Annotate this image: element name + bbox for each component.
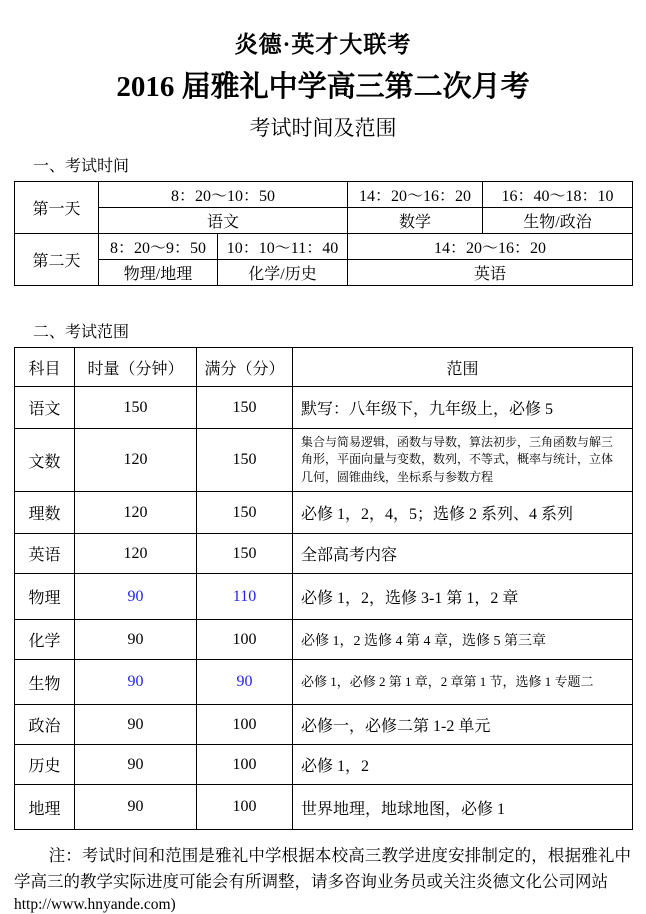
score-cell: 100: [197, 620, 293, 660]
subject-cell: 理数: [15, 492, 75, 534]
score-cell: 90: [197, 660, 293, 705]
score-cell: 110: [197, 574, 293, 620]
score-cell: 100: [197, 705, 293, 745]
scope-row-liberal-math: [15, 429, 633, 492]
minutes-cell: 90: [75, 660, 197, 705]
schedule-row-day1-subjects: [15, 208, 633, 234]
minutes-cell: 90: [75, 785, 197, 830]
minutes-cell: 90: [75, 745, 197, 785]
footnote-text: 注：考试时间和范围是雅礼中学根据本校高三教学进度安排制定的，根据雅礼中学高三的教学实际进度可能会有所调整，请多咨询业务员或关注炎德文化公司网站: [14, 846, 631, 891]
score-cell: 100: [197, 785, 293, 830]
subject-cell: 化学: [15, 620, 75, 660]
day1-label: 第一天: [15, 182, 99, 234]
range-cell: 必修 1，2，选修 3-1 第 1，2 章: [293, 574, 633, 620]
subject-cell: 文数: [15, 429, 75, 492]
schedule-row-day2-subjects: [15, 260, 633, 286]
day2-time-slot-3: 14：20～16：20: [348, 234, 633, 260]
scope-row-politics: [15, 705, 633, 745]
scope-header-subject: 科目: [15, 348, 75, 387]
minutes-cell: 120: [75, 534, 197, 574]
scope-row-biology: [15, 660, 633, 705]
subject-cell: 物理: [15, 574, 75, 620]
scope-row-history: [15, 745, 633, 785]
scope-header-range: 范围: [293, 348, 633, 387]
exam-subtitle: 考试时间及范围: [249, 116, 397, 140]
subject-cell: 政治: [15, 705, 75, 745]
day2-time-slot-1: 8：20～9：50: [99, 234, 218, 260]
scope-row-chinese: [15, 387, 633, 429]
subject-cell: 生物: [15, 660, 75, 705]
day1-subject-2: 数学: [348, 208, 483, 234]
day2-subject-3: 英语: [348, 260, 633, 286]
day1-time-slot-2: 14：20～16：20: [348, 182, 483, 208]
range-cell: 必修 1，2: [293, 745, 633, 785]
scope-row-science-math: [15, 492, 633, 534]
subject-cell: 语文: [15, 387, 75, 429]
minutes-cell: 90: [75, 620, 197, 660]
schedule-row-day1-times: [15, 182, 633, 208]
day1-subject-1: 语文: [99, 208, 348, 234]
section-exam-time-label: 一、考试时间: [33, 158, 130, 175]
brand-title: 炎德·英才大联考: [234, 32, 412, 57]
scope-row-english: [15, 534, 633, 574]
range-cell: 必修 1，必修 2 第 1 章，2 章第 1 节，选修 1 专题二: [293, 660, 633, 705]
scope-header-score: 满分（分）: [197, 348, 293, 387]
minutes-cell: 150: [75, 387, 197, 429]
score-cell: 150: [197, 429, 293, 492]
day2-time-slot-2: 10：10～11：40: [218, 234, 348, 260]
day1-time-slot-1: 8：20～10：50: [99, 182, 348, 208]
exam-scope-table: [14, 347, 633, 830]
section-exam-scope-label: 二、考试范围: [33, 324, 130, 341]
subject-cell: 英语: [15, 534, 75, 574]
scope-row-chemistry: [15, 620, 633, 660]
scope-header-minutes: 时量（分钟）: [75, 348, 197, 387]
website-url: http://www.hnyande.com): [14, 896, 176, 914]
schedule-row-day2-times: [15, 234, 633, 260]
exam-title: 2016 届雅礼中学高三第二次月考: [116, 71, 530, 103]
range-cell: 必修 1，2 选修 4 第 4 章，选修 5 第三章: [293, 620, 633, 660]
day2-subject-1: 物理/地理: [99, 260, 218, 286]
subject-cell: 历史: [15, 745, 75, 785]
score-cell: 100: [197, 745, 293, 785]
minutes-cell: 120: [75, 429, 197, 492]
score-cell: 150: [197, 387, 293, 429]
scope-row-geography: [15, 785, 633, 830]
range-cell: 必修 1，2，4，5；选修 2 系列、4 系列: [293, 492, 633, 534]
minutes-cell: 90: [75, 705, 197, 745]
scope-row-physics: [15, 574, 633, 620]
scope-header-row: [15, 348, 633, 387]
subject-cell: 地理: [15, 785, 75, 830]
range-cell: 全部高考内容: [293, 534, 633, 574]
minutes-cell: 90: [75, 574, 197, 620]
range-cell: 集合与简易逻辑，函数与导数，算法初步，三角函数与解三角形，平面向量与变数，数列，不等式，概率与统计，立体几何，圆锥曲线，坐标系与参数方程: [293, 429, 633, 492]
score-cell: 150: [197, 534, 293, 574]
range-cell: 必修一，必修二第 1-2 单元: [293, 705, 633, 745]
minutes-cell: 120: [75, 492, 197, 534]
day2-label: 第二天: [15, 234, 99, 286]
score-cell: 150: [197, 492, 293, 534]
range-cell: 默写：八年级下，九年级上，必修 5: [293, 387, 633, 429]
range-cell: 世界地理，地球地图，必修 1: [293, 785, 633, 830]
exam-schedule-table: [14, 181, 633, 286]
day2-subject-2: 化学/历史: [218, 260, 348, 286]
day1-time-slot-3: 16：40～18：10: [483, 182, 633, 208]
day1-subject-3: 生物/政治: [483, 208, 633, 234]
